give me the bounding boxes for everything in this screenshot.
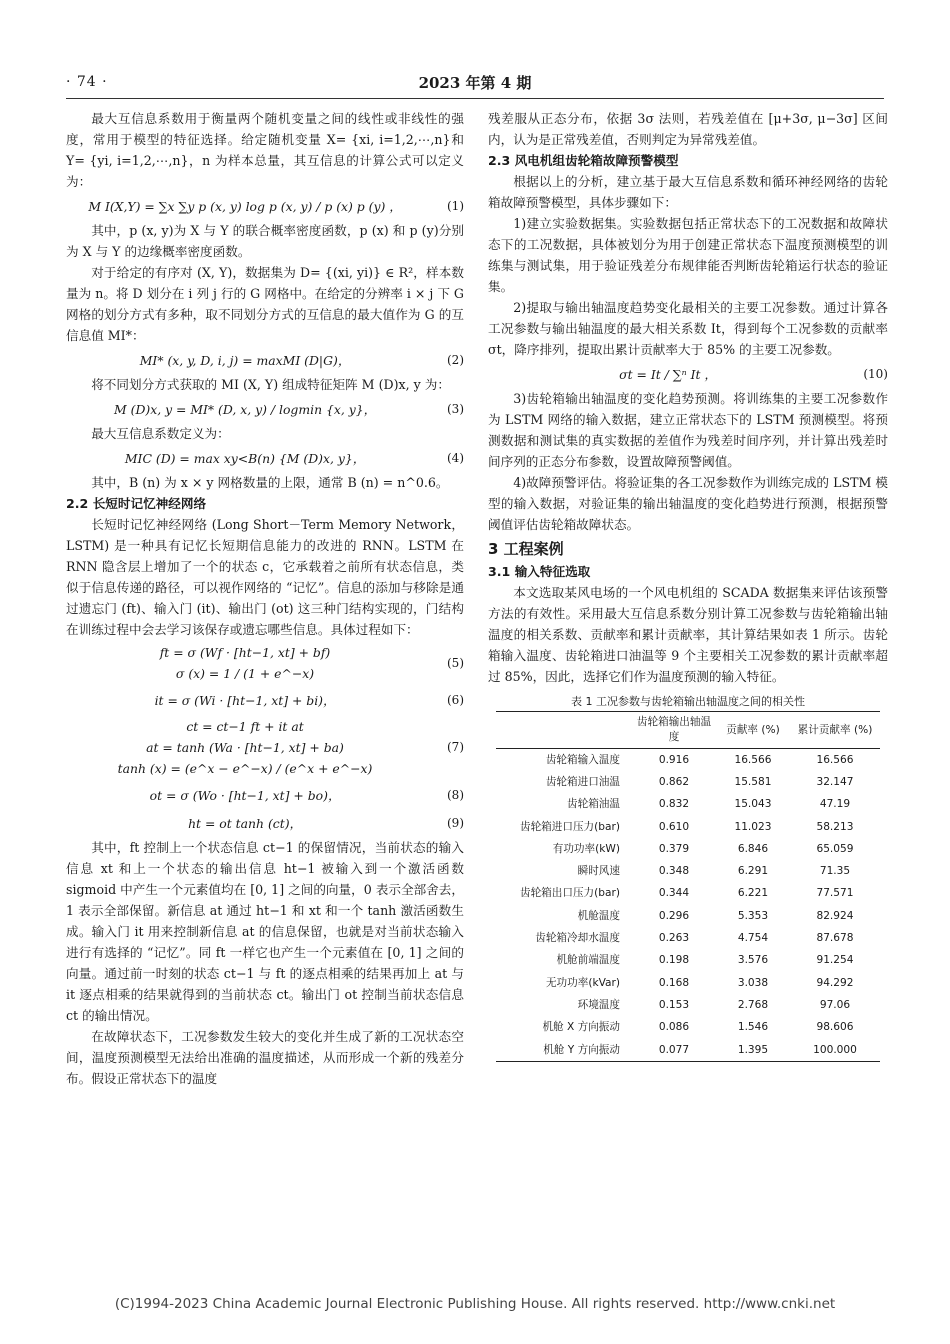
equation-body: M I(X,Y) = ∑x ∑y p (x, y) log p (x, y) / p (x) p (y) ， xyxy=(88,198,402,214)
table-cell: 6.291 xyxy=(737,865,769,878)
table-row xyxy=(496,927,880,949)
equation-body: MIC (D) = max xy<B(n) {M (D)x, y}， xyxy=(124,450,366,466)
table-cell: 0.263 xyxy=(658,932,690,945)
table-cell: 16.566 xyxy=(734,753,772,766)
table-cell: 65.059 xyxy=(816,842,854,855)
equation-body: σt = It / ∑ⁿ It ， xyxy=(619,366,717,382)
left-column xyxy=(66,108,464,1089)
equation-4 xyxy=(66,444,464,472)
table-header-cell: 贡献率 (%) xyxy=(716,712,790,749)
table-cell: 0.832 xyxy=(658,798,690,811)
page-number: · 74 · xyxy=(66,74,108,90)
table-cell: 94.292 xyxy=(816,976,854,989)
equation-line: σ (x) = 1 / (1 + e^−x) xyxy=(175,666,315,681)
paragraph: 根据以上的分析，建立基于最大互信息系数和循环神经网络的齿轮箱故障预警模型，具体步骤如下： xyxy=(488,174,888,210)
table-row xyxy=(496,994,880,1016)
table-cell: 6.221 xyxy=(737,887,769,900)
table-cell: 0.610 xyxy=(658,820,690,833)
table-row xyxy=(496,1039,880,1062)
equation-8 xyxy=(66,781,464,809)
section-heading: 2.2 长短时记忆神经网络 xyxy=(66,496,207,511)
table-cell: 3.038 xyxy=(737,976,769,989)
paragraph: 本文选取某风电场的一个风电机组的 SCADA 数据集来评估该预警方法的有效性。采用最大互信息系数分别计算工况参数与齿轮箱输出轴温度的相关系数、贡献率和累计贡献率，其计算结果如表 1 所示。齿轮箱输入温度、齿轮箱进口油温等 9 个主要相关工况参数的累计贡献率超过 85%，因此，选择它们作为温度预测的输入特征。 xyxy=(488,585,888,684)
equation-line: ct = ct−1 ft + it at xyxy=(186,719,304,734)
table-cell: 0.344 xyxy=(658,887,690,900)
table-cell: 11.023 xyxy=(734,820,772,833)
paragraph: 其中，ft 控制上一个状态信息 ct−1 的保留情况，当前状态的输入信息 xt 和上一个状态的输出信息 ht−1 被输入到一个激活函数 sigmoid 中产生一个元素值均在 [0, 1] 之间的向量，0 表示全部舍去，1 表示全部保留。新信息 at 通过 ht−1 和 xt 和一个 tanh 激活函数生成。输入门 it 用来控制新信息 at 的信息保留，也就是对当前状态输入进行有选择的 “记忆”。同 ft 一样它也产生一个元素值在 [0, 1] 之间的向量。通过前一时刻的状态 ct−1 与 ft 的逐点相乘的结果再加上 at 与 it 逐点相乘的结果就得到的当前状态 ct。输出门 ot 控制当前状态信息 ct 的输出情况。 xyxy=(66,840,464,1023)
table-cell: 91.254 xyxy=(816,954,854,967)
equation-number: (3) xyxy=(447,401,464,416)
table-cell: 有功功率(kW) xyxy=(552,842,620,855)
table-row xyxy=(496,972,880,994)
equation-10 xyxy=(488,360,888,388)
equation-2 xyxy=(66,346,464,374)
paragraph: 对于给定的有序对 (X, Y)，数据集为 D= {(xi, yi)} ∈ R²，样本数量为 n。将 D 划分在 i 列 j 行的 G 网格中。在给定的分辨率 i × j 下 G 网格的划分方式有多种，取不同划分方式的互信息的最大值作为 G 的互信息值 MI*： xyxy=(66,265,464,343)
table-cell: 齿轮箱冷却水温度 xyxy=(535,932,620,945)
table-row xyxy=(496,794,880,816)
equation-number: (8) xyxy=(447,787,464,802)
section-heading: 2.3 风电机组齿轮箱故障预警模型 xyxy=(488,153,679,168)
equation-body xyxy=(66,642,424,684)
equation-9 xyxy=(66,809,464,837)
table-cell: 机舱温度 xyxy=(577,909,620,922)
table-cell: 0.198 xyxy=(658,954,690,967)
equation-line: ft = σ (Wf · [ht−1, xt] + bf) xyxy=(159,645,331,660)
table-row xyxy=(496,749,880,772)
table-cell: 5.353 xyxy=(737,909,769,922)
paragraph: 残差服从正态分布，依据 3σ 法则，若残差值在 [μ+3σ, μ−3σ] 区间内，认为是正常残差值，否则判定为异常残差值。 xyxy=(488,111,888,147)
equation-body: ot = σ (Wo · [ht−1, xt] + bo)， xyxy=(149,787,341,803)
table-cell: 0.916 xyxy=(658,753,690,766)
equation-body: MI* (x, y, D, i, j) = maxMI (D|G)， xyxy=(139,352,351,368)
table-cell: 82.924 xyxy=(816,909,854,922)
table-cell: 71.35 xyxy=(819,865,851,878)
table-header-cell: 齿轮箱输出轴温度 xyxy=(632,712,716,749)
table-row xyxy=(496,860,880,882)
paragraph: 将不同划分方式获取的 MI (X, Y) 组成特征矩阵 M (D)x, y 为： xyxy=(91,377,450,392)
equation-line: at = tanh (Wa · [ht−1, xt] + ba) xyxy=(146,740,344,755)
table-caption: 表 1 工况参数与齿轮箱输出轴温度之间的相关性 xyxy=(571,695,805,708)
table-row xyxy=(496,1017,880,1039)
table-cell: 1.546 xyxy=(737,1021,769,1034)
equation-3 xyxy=(66,395,464,423)
paragraph: 其中，B (n) 为 x × y 网格数量的上限，通常 B (n) = n^0.6。 xyxy=(91,475,449,490)
section-heading: 3 工程案例 xyxy=(488,540,564,558)
table-header-cell xyxy=(496,712,632,749)
equation-7 xyxy=(66,714,464,781)
equation-number: (9) xyxy=(447,815,464,830)
table-cell: 77.571 xyxy=(816,887,854,900)
table-cell: 机舱前端温度 xyxy=(556,954,620,967)
table-row xyxy=(496,771,880,793)
right-column xyxy=(488,108,888,1062)
table-cell: 齿轮箱进口压力(bar) xyxy=(520,820,620,833)
equation-number: (10) xyxy=(863,366,888,381)
table-row xyxy=(496,838,880,860)
table-cell: 机舱 X 方向振动 xyxy=(542,1021,620,1034)
table-row xyxy=(496,950,880,972)
table-cell: 机舱 Y 方向振动 xyxy=(496,1039,632,1062)
step-3: 3)齿轮箱输出轴温度的变化趋势预测。将训练集的主要工况参数作为 LSTM 网络的输入数据，建立正常状态下的 LSTM 预测模型。将预测数据和测试集的真实数据的差值作为残差时间序列，并计算出残差时间序列的正态分布参数，设置故障预警阈值。 xyxy=(488,391,888,469)
table-cell: 齿轮箱进口油温 xyxy=(545,775,620,788)
table-cell: 58.213 xyxy=(816,820,854,833)
table-cell: 0.296 xyxy=(658,909,690,922)
table-cell: 3.576 xyxy=(737,954,769,967)
journal-issue: 2023 年第 4 期 xyxy=(418,74,532,92)
table-cell: 15.043 xyxy=(734,798,772,811)
equation-line: tanh (x) = (e^x − e^−x) / (e^x + e^−x) xyxy=(117,761,373,776)
table-row xyxy=(496,883,880,905)
paragraph: 最大互信息系数用于衡量两个随机变量之间的线性或非线性的强度，常用于模型的特征选择。给定随机变量 X= {xi, i=1,2,⋯,n}和 Y= {yi, i=1,2,⋯,n}，n 为样本总量，其互信息的计算公式可以定义为： xyxy=(66,111,464,189)
equation-body: it = σ (Wi · [ht−1, xt] + bi)， xyxy=(154,692,336,708)
page-header xyxy=(66,70,884,96)
table-cell: 32.147 xyxy=(816,775,854,788)
table-cell: 环境温度 xyxy=(577,998,620,1011)
step-1: 1)建立实验数据集。实验数据包括正常状态下的工况数据和故障状态下的工况数据，具体被划分为用于创建正常状态下温度预测模型的训练集与测试集，用于验证残差分布规律能否判断齿轮箱运行状态的验证集。 xyxy=(488,216,888,294)
header-rule xyxy=(66,98,884,99)
equation-body xyxy=(66,716,424,779)
table-cell: 无功功率(kVar) xyxy=(545,976,620,989)
correlation-table xyxy=(496,711,880,1062)
table-header-row xyxy=(496,712,880,749)
table-cell: 0.153 xyxy=(658,998,690,1011)
paragraph: 其中，p (x, y)为 X 与 Y 的联合概率密度函数，p (x) 和 p (y)分别为 X 与 Y 的边缘概率密度函数。 xyxy=(66,223,464,259)
equation-number: (7) xyxy=(447,740,464,754)
table-cell: 瞬时风速 xyxy=(577,865,620,878)
table-row xyxy=(496,905,880,927)
equation-1 xyxy=(66,192,464,220)
table-cell: 87.678 xyxy=(816,932,854,945)
table-cell: 16.566 xyxy=(816,753,854,766)
equation-number: (1) xyxy=(447,198,464,213)
table-cell: 齿轮箱出口压力(bar) xyxy=(520,887,620,900)
table-cell: 97.06 xyxy=(819,998,851,1011)
table-cell: 齿轮箱油温 xyxy=(567,798,620,811)
subsection-heading: 3.1 输入特征选取 xyxy=(488,564,591,579)
table-cell: 47.19 xyxy=(819,798,851,811)
copyright-footer: (C)1994-2023 China Academic Journal Electronic Publishing House. All rights reserved. http://www.cnki.net xyxy=(114,1296,836,1312)
table-cell: 齿轮箱输入温度 xyxy=(545,753,620,766)
equation-number: (5) xyxy=(447,655,464,670)
equation-5 xyxy=(66,640,464,686)
equation-6 xyxy=(66,686,464,714)
step-4: 4)故障预警评估。将验证集的各工况参数作为训练完成的 LSTM 模型的输入数据，对验证集的输出轴温度的变化趋势进行预测，根据预警阈值评估齿轮箱故障状态。 xyxy=(488,475,888,532)
table-cell: 0.086 xyxy=(658,1021,690,1034)
table-cell: 0.862 xyxy=(658,775,690,788)
table-cell: 4.754 xyxy=(737,932,769,945)
table-cell: 0.379 xyxy=(658,842,690,855)
table-cell: 0.168 xyxy=(658,976,690,989)
table-cell: 98.606 xyxy=(816,1021,854,1034)
paragraph: 在故障状态下，工况参数发生较大的变化并生成了新的工况状态空间，温度预测模型无法给出准确的温度描述，从而形成一个新的残差分布。假设正常状态下的温度 xyxy=(66,1029,464,1086)
table-cell: 1.395 xyxy=(716,1039,790,1062)
equation-body: M (D)x, y = MI* (D, x, y) / logmin {x, y}， xyxy=(113,401,377,417)
table-cell: 100.000 xyxy=(790,1039,880,1062)
table-body xyxy=(496,749,880,1062)
equation-number: (6) xyxy=(447,692,464,707)
table-cell: 2.768 xyxy=(737,998,769,1011)
equation-body: ht = ot tanh (ct)， xyxy=(188,815,302,831)
step-2: 2)提取与输出轴温度趋势变化最相关的主要工况参数。通过计算各工况参数与输出轴温度的最大相关系数 It，得到每个工况参数的贡献率 σt，降序排列，提取出累计贡献率大于 85% 的主要工况参数。 xyxy=(488,300,888,357)
table-cell: 0.077 xyxy=(632,1039,716,1062)
table-row xyxy=(496,816,880,838)
table-cell: 15.581 xyxy=(734,775,772,788)
table-cell: 6.846 xyxy=(737,842,769,855)
equation-number: (2) xyxy=(447,352,464,367)
table-header-cell: 累计贡献率 (%) xyxy=(790,712,880,749)
table-cell: 0.348 xyxy=(658,865,690,878)
paragraph: 长短时记忆神经网络 (Long Short－Term Memory Network，LSTM) 是一种具有记忆长短期信息能力的改进的 RNN。LSTM 在 RNN 隐含层上增加了一个的状态 c，它承载着之前所有状态信息，类似于信息传递的路径，可以视作网络的 “记忆”。信息的添加与移除是通过遗忘门 (ft)、输入门 (it)、输出门 (ot) 这三种门结构实现的，门结构在训练过程中会去学习该保存或遗忘哪些信息。具体过程如下： xyxy=(66,517,464,637)
paragraph: 最大互信息系数定义为： xyxy=(91,426,230,441)
equation-number: (4) xyxy=(447,450,464,465)
